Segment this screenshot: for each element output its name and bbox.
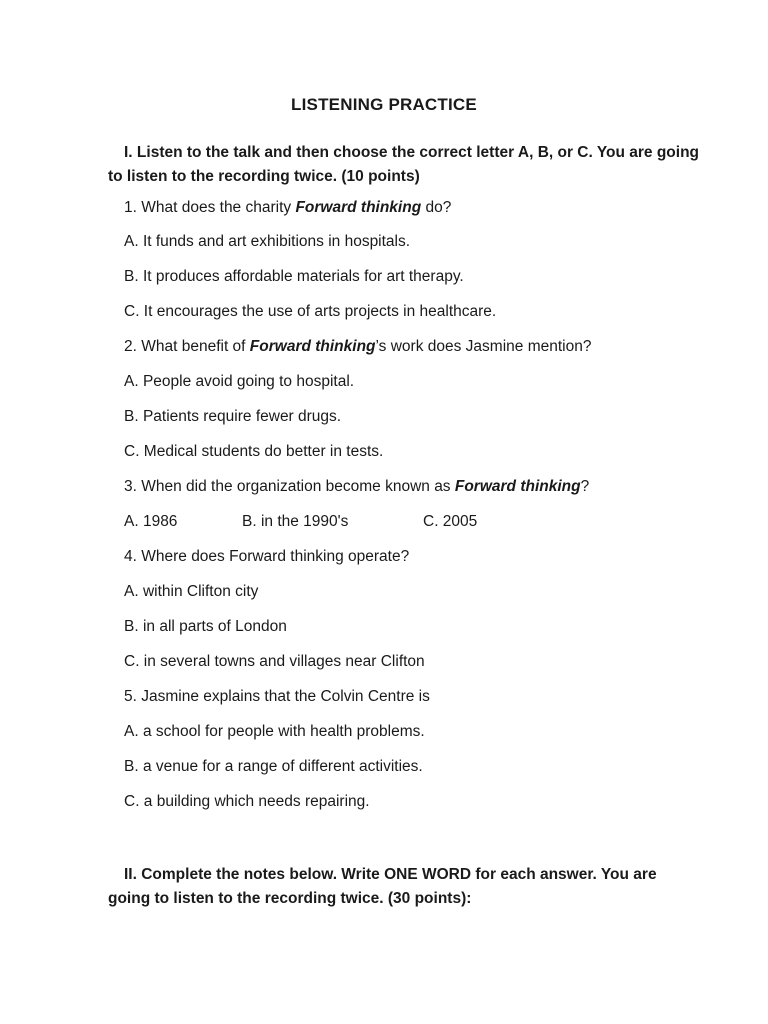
question-2-stem: 2. What benefit of Forward thinking’s work does Jasmine mention? bbox=[124, 338, 592, 355]
question-5-option-c: C. a building which needs repairing. bbox=[124, 793, 370, 810]
question-5-option-b: B. a venue for a range of different activities. bbox=[124, 758, 423, 775]
question-3-option-a: A. 1986 bbox=[124, 513, 178, 530]
question-1-stem: 1. What does the charity Forward thinking do? bbox=[124, 199, 452, 216]
question-4-option-a: A. within Clifton city bbox=[124, 583, 259, 600]
question-2-option-a: A. People avoid going to hospital. bbox=[124, 373, 355, 390]
question-1-option-b: B. It produces affordable materials for art therapy. bbox=[124, 268, 464, 285]
question-3-option-b: B. in the 1990's bbox=[242, 513, 349, 530]
question-1-option-a: A. It funds and art exhibitions in hospitals. bbox=[124, 233, 411, 250]
question-4-option-c: C. in several towns and villages near Clifton bbox=[124, 653, 425, 670]
question-2-option-c: C. Medical students do better in tests. bbox=[124, 443, 384, 460]
question-1-option-c: C. It encourages the use of arts projects in healthcare. bbox=[124, 303, 497, 320]
section1-instruction-line2: to listen to the recording twice. (10 points) bbox=[108, 168, 420, 185]
question-4-stem: 4. Where does Forward thinking operate? bbox=[124, 548, 410, 565]
section1-instruction-line1: I. Listen to the talk and then choose the correct letter A, B, or C. You are going bbox=[124, 144, 700, 161]
section2-instructions bbox=[108, 863, 708, 911]
question-5-option-a: A. a school for people with health problems. bbox=[124, 723, 425, 740]
question-3-stem: 3. When did the organization become known as Forward thinking? bbox=[124, 478, 590, 495]
section1-instructions bbox=[108, 141, 708, 189]
section2-instruction-line2: going to listen to the recording twice. (30 points): bbox=[108, 890, 472, 907]
question-4-option-b: B. in all parts of London bbox=[124, 618, 287, 635]
question-5-stem: 5. Jasmine explains that the Colvin Centre is bbox=[124, 688, 430, 705]
question-3-option-c: C. 2005 bbox=[423, 513, 478, 530]
page-title: LISTENING PRACTICE bbox=[291, 95, 477, 114]
section2-instruction-line1: II. Complete the notes below. Write ONE WORD for each answer. You are bbox=[124, 866, 657, 883]
question-2-option-b: B. Patients require fewer drugs. bbox=[124, 408, 342, 425]
